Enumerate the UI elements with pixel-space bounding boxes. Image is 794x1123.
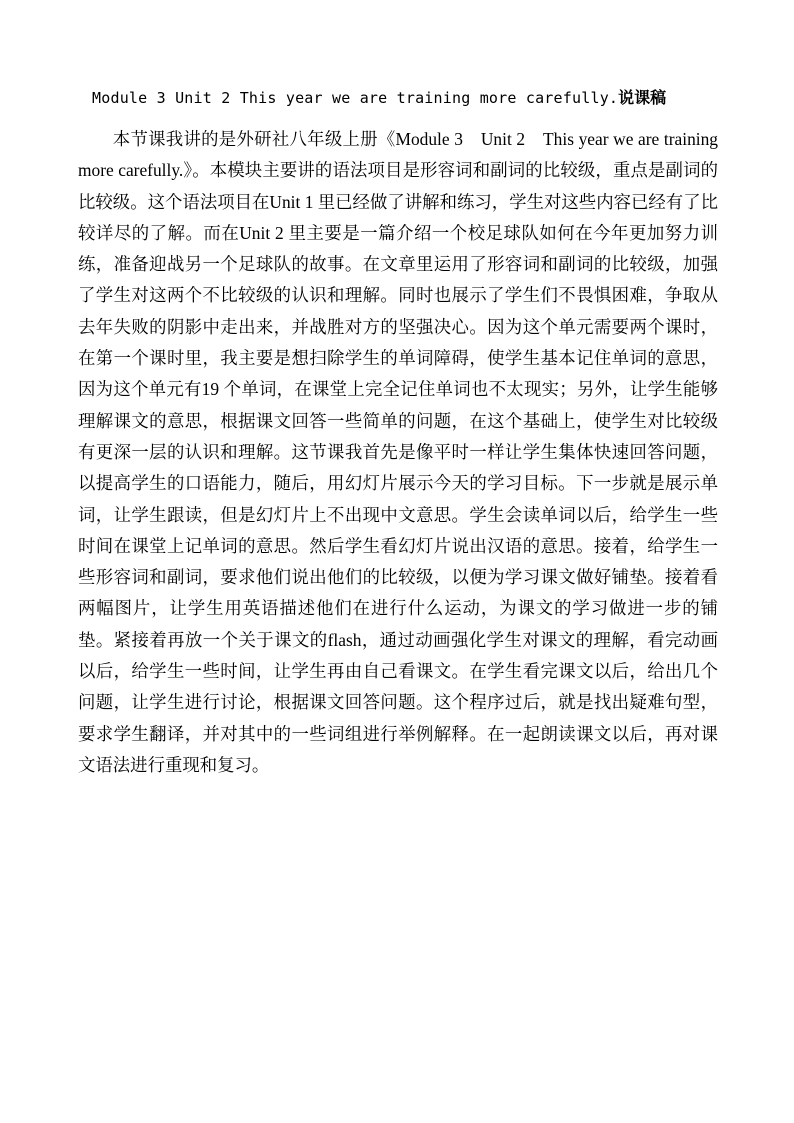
title-chinese: 说课稿 [618,88,667,107]
title-english: Module 3 Unit 2 This year we are training more carefully. [92,89,619,107]
body-paragraph: 本节课我讲的是外研社八年级上册《Module 3 Unit 2 This year we are training more carefully.》。本模块主要讲的语法项目是形容词和副词的比较级，重点是副词的比较级。这个语法项目在Unit 1 里已经做了讲解和练习，学生对这些内容已经有了比较详尽的了解。而在Unit 2 里主要是一篇介绍一个校足球队如何在今年更加努力训练，准备迎战另一个足球队的故事。在文章里运用了形容词和副词的比较级，加强了学生对这两个不比较级的认识和理解。同时也展示了学生们不畏惧困难，争取从去年失败的阴影中走出来，并战胜对方的坚强决心。因为这个单元需要两个课时，在第一个课时里，我主要是想扫除学生的单词障碍，使学生基本记住单词的意思，因为这个单元有19 个单词，在课堂上完全记住单词也不太现实；另外，让学生能够理解课文的意思，根据课文回答一些简单的问题，在这个基础上，使学生对比较级有更深一层的认识和理解。这节课我首先是像平时一样让学生集体快速回答问题，以提高学生的口语能力，随后，用幻灯片展示今天的学习目标。下一步就是展示单词，让学生跟读，但是幻灯片上不出现中文意思。学生会读单词以后，给学生一些时间在课堂上记单词的意思。然后学生看幻灯片说出汉语的意思。接着，给学生一些形容词和副词，要求他们说出他们的比较级，以便为学习课文做好铺垫。接着看两幅图片，让学生用英语描述他们在进行什么运动，为课文的学习做进一步的铺垫。紧接着再放一个关于课文的flash，通过动画强化学生对课文的理解，看完动画以后，给学生一些时间，让学生再由自己看课文。在学生看完课文以后，给出几个问题，让学生进行讨论，根据课文回答问题。这个程序过后，就是找出疑难句型，要求学生翻译，并对其中的一些词组进行举例解释。在一起朗读课文以后，再对课文语法进行重现和复习。 [78,129,718,775]
document-title [92,86,732,111]
